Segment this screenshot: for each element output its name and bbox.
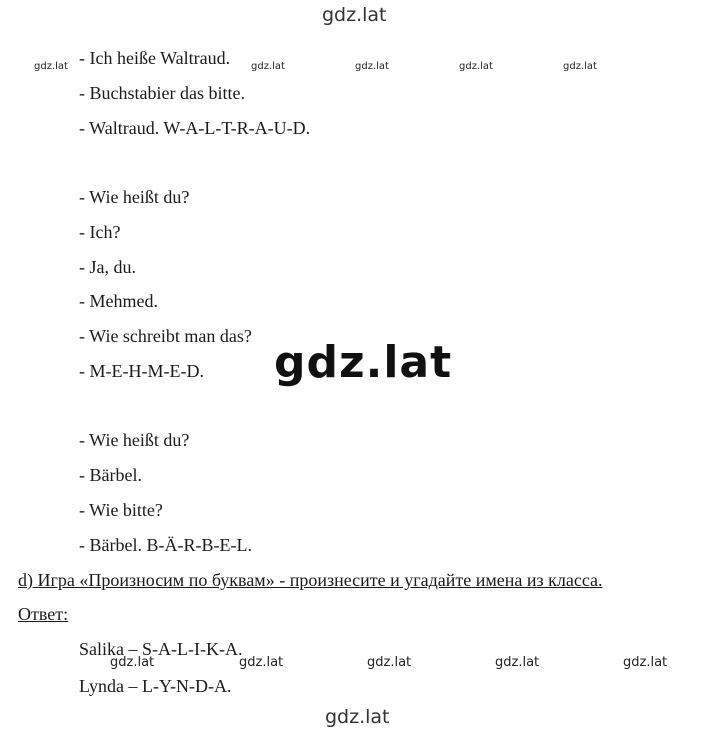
dialogue-line: - Buchstabier das bitte.: [79, 83, 245, 103]
watermark-small: gdz.lat: [251, 61, 285, 72]
dialogue-line: - Ich heiße Waltraud.: [79, 48, 231, 68]
answer-label: Ответ:: [18, 604, 69, 624]
dialogue-line: - Bärbel.: [79, 465, 142, 485]
dialogue-line: - Mehmed.: [79, 291, 158, 311]
watermark-small: gdz.lat: [355, 61, 389, 72]
dialogue-line: - Wie bitte?: [79, 500, 163, 520]
watermark-small: gdz.lat: [563, 61, 597, 72]
dialogue-line: - Wie heißt du?: [79, 187, 190, 207]
watermark-mid: gdz.lat: [110, 655, 155, 670]
dialogue-line: - Ja, du.: [79, 257, 136, 277]
watermark-big: gdz.lat: [274, 337, 453, 388]
watermark-mid: gdz.lat: [239, 655, 284, 670]
answer-line: Salika – S-A-L-I-K-A.: [79, 639, 243, 659]
dialogue-line: - Wie heißt du?: [79, 430, 190, 450]
watermark-small: gdz.lat: [34, 61, 68, 72]
dialogue-line: - Bärbel. B-Ä-R-B-E-L.: [79, 535, 252, 555]
dialogue-line: - M-E-H-M-E-D.: [79, 361, 204, 381]
dialogue-line: - Wie schreibt man das?: [79, 326, 252, 346]
watermark-bottom: gdz.lat: [325, 706, 390, 728]
task-heading: d) Игра «Произносим по буквам» - произнесите и угадайте имена из класса.: [18, 570, 603, 590]
watermark-top: gdz.lat: [322, 4, 387, 26]
watermark-mid: gdz.lat: [623, 655, 668, 670]
dialogue-line: - Ich?: [79, 222, 121, 242]
watermark-small: gdz.lat: [459, 61, 493, 72]
dialogue-line: - Waltraud. W-A-L-T-R-A-U-D.: [79, 118, 311, 138]
answer-line: Lynda – L-Y-N-D-A.: [79, 676, 232, 696]
watermark-mid: gdz.lat: [367, 655, 412, 670]
watermark-mid: gdz.lat: [495, 655, 540, 670]
